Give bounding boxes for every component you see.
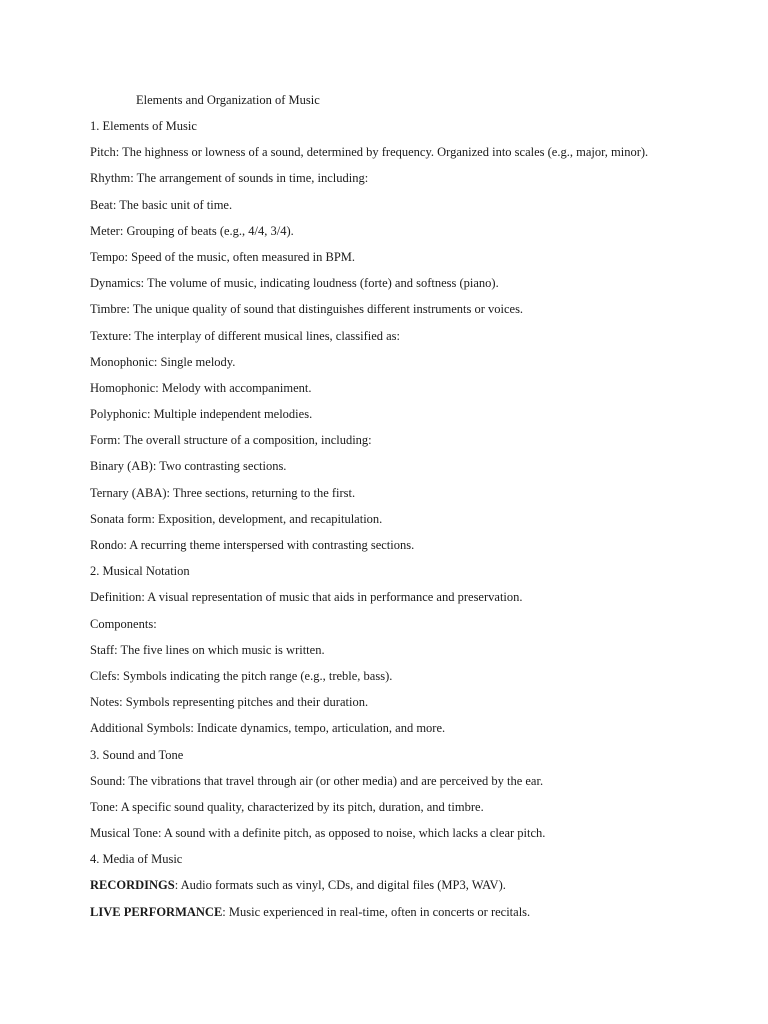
line-text: Form: The overall structure of a composition, including:	[90, 433, 372, 448]
line-text: Tempo: Speed of the music, often measured in BPM.	[90, 249, 356, 264]
text-line	[90, 773, 750, 799]
text-line	[90, 904, 750, 930]
text-line	[90, 406, 750, 432]
text-line	[90, 275, 750, 301]
text-line	[90, 328, 750, 354]
text-line	[90, 694, 750, 720]
text-line	[90, 720, 750, 746]
text-line	[90, 197, 750, 223]
line-text: Clefs: Symbols indicating the pitch range (e.g., treble, bass).	[90, 668, 393, 683]
line-text: Texture: The interplay of different musical lines, classified as:	[90, 328, 401, 343]
text-line	[90, 563, 750, 589]
text-line	[90, 851, 750, 877]
line-text: : Audio formats such as vinyl, CDs, and digital files (MP3, WAV).	[174, 878, 506, 893]
line-text: Definition: A visual representation of music that aids in performance and preservation.	[90, 590, 523, 605]
line-text: Pitch: The highness or lowness of a sound, determined by frequency. Organized into scales (e.g., major, minor).	[90, 145, 649, 160]
text-line	[90, 747, 750, 773]
bold-term: LIVE PERFORMANCE	[90, 904, 223, 919]
bold-term: RECORDINGS	[90, 878, 175, 893]
line-text: Notes: Symbols representing pitches and their duration.	[90, 695, 369, 710]
text-line	[90, 223, 750, 249]
line-text: Sound: The vibrations that travel through air (or other media) and are perceived by the ear.	[90, 773, 544, 788]
text-line	[90, 432, 750, 458]
line-text: Beat: The basic unit of time.	[90, 197, 233, 212]
line-text: Ternary (ABA): Three sections, returning to the first.	[90, 485, 356, 500]
line-text: 2. Musical Notation	[90, 564, 190, 579]
document-title: Elements and Organization of Music	[136, 93, 320, 107]
line-text: 3. Sound and Tone	[90, 747, 184, 762]
text-line	[90, 877, 750, 903]
text-line	[90, 616, 750, 642]
text-line	[90, 799, 750, 825]
line-text: Musical Tone: A sound with a definite pitch, as opposed to noise, which lacks a clear pitch.	[90, 826, 546, 841]
line-text: Staff: The five lines on which music is written.	[90, 642, 325, 657]
line-text: Dynamics: The volume of music, indicating loudness (forte) and softness (piano).	[90, 276, 499, 291]
line-text: Additional Symbols: Indicate dynamics, tempo, articulation, and more.	[90, 721, 446, 736]
text-line	[90, 642, 750, 668]
line-text: Components:	[90, 616, 157, 631]
line-text: Monophonic: Single melody.	[90, 354, 236, 369]
line-text: 1. Elements of Music	[90, 119, 197, 133]
line-text: 4. Media of Music	[90, 852, 183, 867]
line-text: Homophonic: Melody with accompaniment.	[90, 380, 312, 395]
text-line	[90, 354, 750, 380]
line-text: Meter: Grouping of beats (e.g., 4/4, 3/4).	[90, 223, 294, 238]
text-line	[90, 380, 750, 406]
line-text: Timbre: The unique quality of sound that distinguishes different instruments or voices.	[90, 302, 524, 317]
text-line	[90, 589, 750, 615]
text-line	[90, 170, 750, 196]
text-line	[90, 668, 750, 694]
line-text: Polyphonic: Multiple independent melodies.	[90, 407, 313, 422]
text-line	[90, 485, 750, 511]
line-text: : Music experienced in real-time, often in concerts or recitals.	[222, 904, 531, 919]
text-line	[90, 144, 750, 170]
document-body	[90, 118, 750, 930]
text-line	[90, 301, 750, 327]
text-line	[90, 458, 750, 484]
text-line	[90, 118, 750, 144]
line-text: Binary (AB): Two contrasting sections.	[90, 459, 287, 474]
text-line	[90, 511, 750, 537]
text-line	[90, 537, 750, 563]
text-line	[90, 825, 750, 851]
line-text: Sonata form: Exposition, development, and recapitulation.	[90, 511, 383, 526]
line-text: Tone: A specific sound quality, characterized by its pitch, duration, and timbre.	[90, 799, 484, 814]
text-line	[90, 249, 750, 275]
line-text: Rondo: A recurring theme interspersed with contrasting sections.	[90, 538, 415, 552]
line-text: Rhythm: The arrangement of sounds in time, including:	[90, 171, 369, 186]
